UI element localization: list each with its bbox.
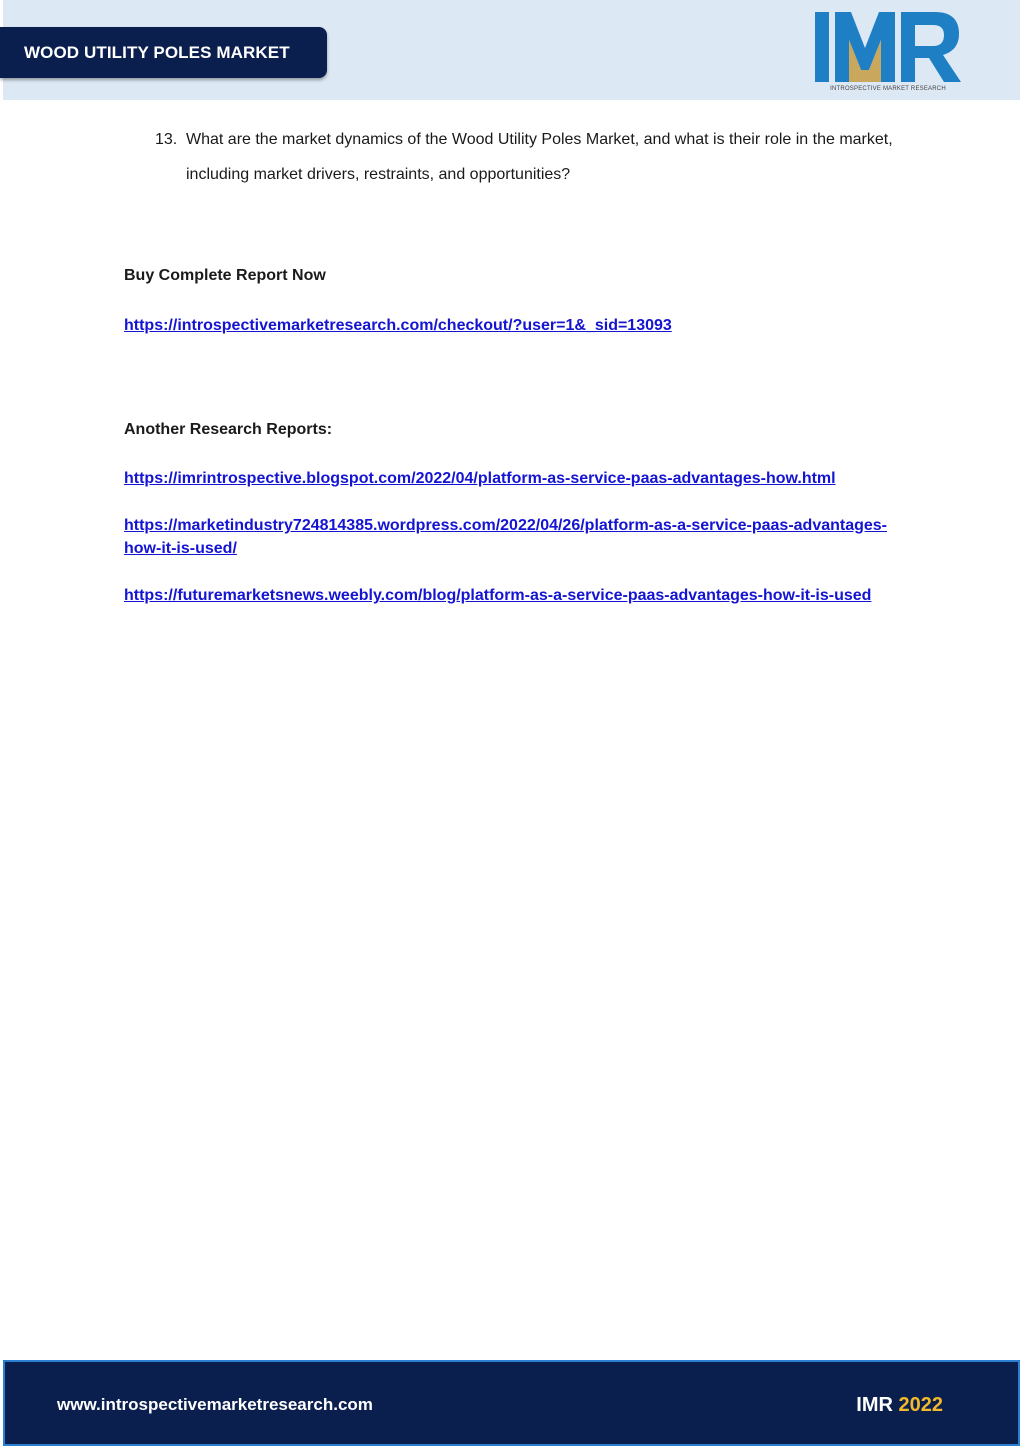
footer-brand-name: IMR	[856, 1394, 893, 1416]
question-number: 13.	[155, 131, 178, 148]
report-title-badge: WOOD UTILITY POLES MARKET	[0, 27, 327, 78]
imr-logo-mark	[813, 10, 963, 84]
report-link-1[interactable]: https://imrintrospective.blogspot.com/2022/04/platform-as-service-paas-advantages-how.html	[124, 470, 836, 487]
footer-bar	[3, 1360, 1020, 1446]
footer-year: 2022	[898, 1394, 943, 1416]
footer-website[interactable]: www.introspectivemarketresearch.com	[57, 1395, 373, 1414]
report-link-3[interactable]: https://futuremarketsnews.weebly.com/blog/platform-as-a-service-paas-advantages-how-it-is-used	[124, 587, 872, 604]
report-link-2[interactable]: https://marketindustry724814385.wordpress.com/2022/04/26/platform-as-a-service-paas-advantages-how-it-is-used/	[124, 517, 888, 557]
checkout-link[interactable]: https://introspectivemarketresearch.com/checkout/?user=1&_sid=13093	[124, 317, 672, 334]
footer-brand	[856, 1394, 943, 1417]
imr-logo	[813, 10, 963, 96]
buy-report-heading: Buy Complete Report Now	[124, 267, 326, 284]
question-text: What are the market dynamics of the Wood Utility Poles Market, and what is their role in the market, including market drivers, restraints, and opportunities?	[186, 131, 893, 183]
logo-caption: INTROSPECTIVE MARKET RESEARCH	[830, 86, 946, 92]
other-reports-heading: Another Research Reports:	[124, 421, 333, 438]
